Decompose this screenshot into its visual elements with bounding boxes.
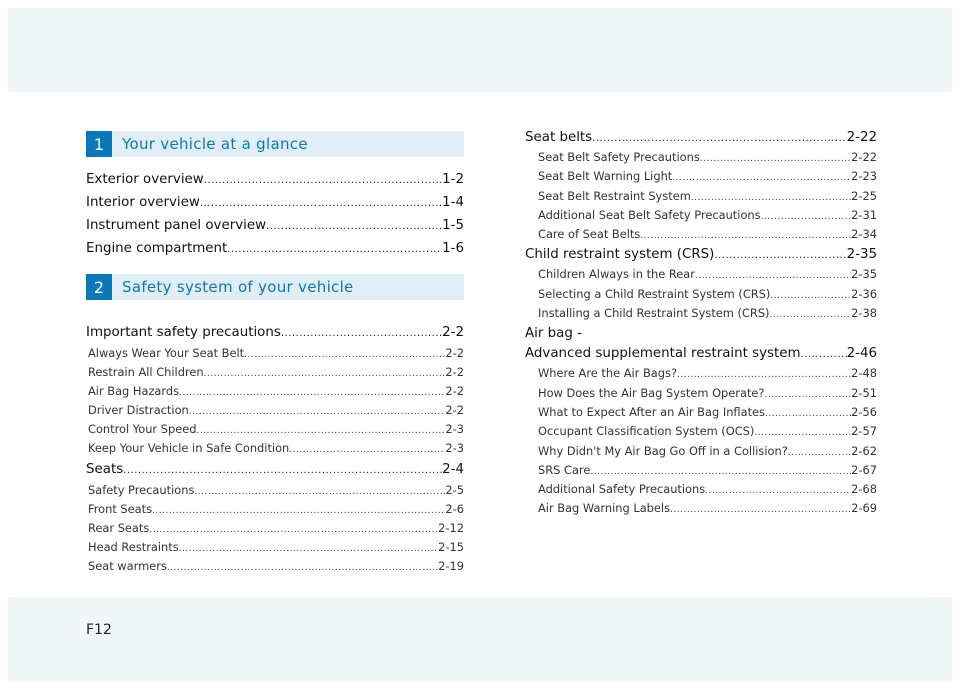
toc-entry-page: 1-2: [442, 172, 464, 187]
toc-sub-entry[interactable]: [86, 558, 464, 577]
toc-entry-page: 2-67: [851, 462, 877, 477]
toc-entry-page: 2-46: [846, 346, 877, 362]
toc-entry-page: 2-2: [445, 403, 464, 417]
toc-sub-entry[interactable]: [525, 168, 877, 187]
toc-entry-text: What to Expect After an Air Bag Inflates: [538, 404, 765, 419]
toc-heading-seat-belts[interactable]: [525, 128, 877, 149]
toc-entry-text: Additional Safety Precautions: [538, 482, 706, 497]
toc-entry-page: 2-57: [851, 424, 877, 439]
toc-entry-page: 2-6: [445, 502, 464, 516]
toc-entry-page: 2-69: [851, 501, 877, 516]
toc-entry-text: Head Restraints: [88, 540, 179, 554]
toc-entry-text: Seats: [86, 462, 124, 477]
toc-sub-entry[interactable]: [525, 500, 877, 519]
section-title: Safety system of your vehicle: [122, 278, 354, 296]
leader-dots: [266, 215, 442, 238]
toc-sub-entry[interactable]: [525, 443, 877, 462]
toc-entry-page: 2-2: [445, 346, 464, 360]
toc-entry-text: Driver Distraction: [88, 403, 189, 417]
toc-sub-entry[interactable]: [525, 423, 877, 442]
section-2-header: [86, 274, 464, 300]
section-number: 1: [86, 131, 112, 157]
toc-entry-page: 2-2: [445, 384, 464, 398]
toc-sub-entry[interactable]: [525, 226, 877, 245]
leader-dots: [244, 345, 445, 364]
toc-entry-page: 2-48: [851, 366, 877, 381]
section-1-header: [86, 131, 464, 157]
section-title: Your vehicle at a glance: [122, 135, 308, 153]
toc-sub-entry[interactable]: [86, 482, 464, 501]
toc-entry-text: Exterior overview: [86, 172, 204, 187]
toc-entry-text: Air Bag Warning Labels: [538, 501, 671, 516]
toc-sub-entry[interactable]: [525, 266, 877, 285]
toc-entry-text: Interior overview: [86, 195, 200, 210]
toc-entry-page: 2-36: [851, 286, 877, 301]
toc-entry-text: Seat Belt Warning Light: [538, 169, 673, 184]
toc-entry-page: 2-68: [851, 482, 877, 497]
leader-dots: [670, 500, 851, 519]
toc-sub-entry[interactable]: [525, 365, 877, 384]
toc-heading-seats[interactable]: [86, 459, 464, 482]
toc-entry-page: 2-22: [851, 150, 877, 164]
toc-entry-page: 2-12: [438, 521, 464, 535]
toc-entry-text: Air Bag Hazards: [88, 384, 180, 398]
toc-entry-interior-overview[interactable]: [86, 192, 464, 215]
toc-sub-entry[interactable]: [525, 188, 877, 207]
toc-entry-text: Where Are the Air Bags?: [538, 366, 677, 381]
leader-dots: [801, 344, 847, 365]
toc-entry-page: 2-4: [442, 462, 464, 477]
toc-entry-page: 1-5: [442, 218, 464, 233]
toc-entry-text: Seat warmers: [88, 559, 167, 573]
toc-entry-text: Important safety precautions: [86, 325, 281, 340]
toc-entry-text: SRS Care: [538, 462, 591, 477]
leader-dots: [149, 520, 438, 539]
toc-entry-page: 2-2: [445, 365, 464, 379]
leader-dots: [788, 443, 851, 462]
toc-sub-entry[interactable]: [525, 481, 877, 500]
leader-dots: [179, 539, 438, 558]
toc-entry-text: Installing a Child Restraint System (CRS): [538, 306, 770, 321]
leader-dots: [189, 402, 446, 421]
toc-sub-entry[interactable]: [86, 501, 464, 520]
toc-entry-page: 2-31: [851, 207, 877, 222]
toc-entry-page: 1-6: [442, 241, 464, 256]
toc-entry-text: Care of Seat Belts: [538, 227, 641, 242]
toc-entry-page: 2-3: [445, 422, 464, 436]
toc-sub-entry[interactable]: [86, 421, 464, 440]
section-number: 2: [86, 274, 112, 300]
toc-entry-page: 2-22: [846, 130, 877, 145]
left-column: [86, 131, 464, 577]
toc-entry-instrument-panel-overview[interactable]: [86, 215, 464, 238]
toc-entry-page: 2-19: [438, 559, 464, 573]
toc-entry-text: Children Always in the Rear: [538, 267, 695, 282]
toc-entry-engine-compartment[interactable]: [86, 238, 464, 261]
toc-entry-text: Control Your Speed: [88, 422, 197, 436]
toc-entry-page: 2-23: [851, 169, 877, 184]
toc-sub-entry[interactable]: [86, 383, 464, 402]
leader-dots: [695, 266, 851, 285]
leader-dots: [281, 322, 442, 345]
toc-entry-text: Additional Seat Belt Safety Precautions: [538, 207, 761, 222]
leader-dots: [227, 238, 442, 261]
toc-sub-entry[interactable]: [86, 364, 464, 383]
toc-entry-text: How Does the Air Bag System Operate?: [538, 385, 765, 400]
toc-sub-entry[interactable]: [86, 539, 464, 558]
leader-dots: [770, 286, 851, 305]
toc-entry-exterior-overview[interactable]: [86, 169, 464, 192]
leader-dots: [204, 364, 446, 383]
leader-dots: [200, 192, 442, 215]
toc-sub-entry[interactable]: [86, 345, 464, 364]
leader-dots: [672, 168, 851, 187]
toc-sub-entry[interactable]: [86, 520, 464, 539]
leader-dots: [152, 501, 445, 520]
toc-entry-page: 2-56: [851, 404, 877, 419]
toc-entry-page: 2-34: [851, 227, 877, 242]
toc-entry-page: 2-35: [851, 267, 877, 282]
top-band: [8, 8, 952, 92]
leader-dots: [167, 558, 438, 577]
toc-entry-page: 2-3: [445, 441, 464, 455]
toc-entry-page: 1-4: [442, 195, 464, 210]
toc-sub-entry[interactable]: [525, 305, 877, 324]
leader-dots: [194, 482, 445, 501]
toc-entry-page: 2-35: [846, 247, 877, 263]
toc-sub-entry[interactable]: [525, 404, 877, 423]
toc-entry-page: 2-51: [851, 385, 877, 400]
leader-dots: [123, 459, 442, 482]
toc-entry-text: Rear Seats: [88, 521, 150, 535]
toc-entry-text: Child restraint system (CRS): [525, 247, 715, 263]
leader-dots: [179, 383, 445, 402]
leader-dots: [677, 365, 851, 384]
leader-dots: [196, 421, 445, 440]
toc-entry-text: Why Didn't My Air Bag Go Off in a Collision?: [538, 443, 788, 458]
leader-dots: [770, 305, 852, 324]
toc-entry-text: Occupant Classification System (OCS): [538, 424, 755, 439]
bottom-band: [8, 597, 952, 681]
toc-entry-text: Keep Your Vehicle in Safe Condition: [88, 441, 290, 455]
page-number: F12: [86, 622, 112, 638]
leader-dots: [640, 226, 851, 245]
leader-dots: [590, 462, 851, 481]
leader-dots: [691, 188, 851, 207]
toc-heading-advanced-supplemental-restraint-system[interactable]: [525, 344, 877, 365]
toc-entry-text: Seat Belt Restraint System: [538, 188, 691, 203]
toc-entry-text: Advanced supplemental restraint system: [525, 346, 801, 362]
toc-entry-text: Seat belts: [525, 130, 593, 145]
toc-heading-important-safety-precautions[interactable]: [86, 322, 464, 345]
toc-entry-page: 2-2: [442, 325, 464, 340]
toc-entry-page: 2-15: [438, 540, 464, 554]
leader-dots: [765, 404, 851, 423]
leader-dots: [754, 423, 851, 442]
toc-entry-page: 2-62: [851, 443, 877, 458]
toc-sub-entry[interactable]: [525, 149, 877, 168]
right-column: [525, 128, 877, 520]
toc-sub-entry[interactable]: [525, 207, 877, 226]
toc-entry-text: Front Seats: [88, 502, 153, 516]
toc-entry-text: Restrain All Children: [88, 365, 204, 379]
leader-dots: [289, 440, 445, 459]
toc-entry-page: 2-38: [851, 306, 877, 321]
leader-dots: [705, 481, 851, 500]
leader-dots: [592, 128, 846, 149]
toc-heading-child-restraint-system[interactable]: [525, 245, 877, 266]
toc-sub-entry[interactable]: [525, 385, 877, 404]
leader-dots: [700, 149, 851, 168]
toc-entry-text: Always Wear Your Seat Belt: [88, 346, 245, 360]
toc-entry-text: Selecting a Child Restraint System (CRS): [538, 286, 771, 301]
toc-entry-text: Engine compartment: [86, 241, 228, 256]
toc-entry-text: Instrument panel overview: [86, 218, 267, 233]
leader-dots: [204, 169, 442, 192]
toc-sub-entry[interactable]: [86, 402, 464, 421]
toc-entry-page: 2-25: [851, 188, 877, 203]
toc-entry-page: 2-5: [445, 483, 464, 497]
toc-sub-entry[interactable]: [525, 462, 877, 481]
leader-dots: [764, 385, 851, 404]
toc-entry-text: Seat Belt Safety Precautions: [538, 150, 700, 164]
leader-dots: [761, 207, 852, 226]
leader-dots: [714, 245, 846, 266]
toc-entry-text: Safety Precautions: [88, 483, 195, 497]
toc-sub-entry[interactable]: [525, 286, 877, 305]
toc-sub-entry[interactable]: [86, 440, 464, 459]
toc-heading-air-bag[interactable]: Air bag -: [525, 326, 582, 342]
